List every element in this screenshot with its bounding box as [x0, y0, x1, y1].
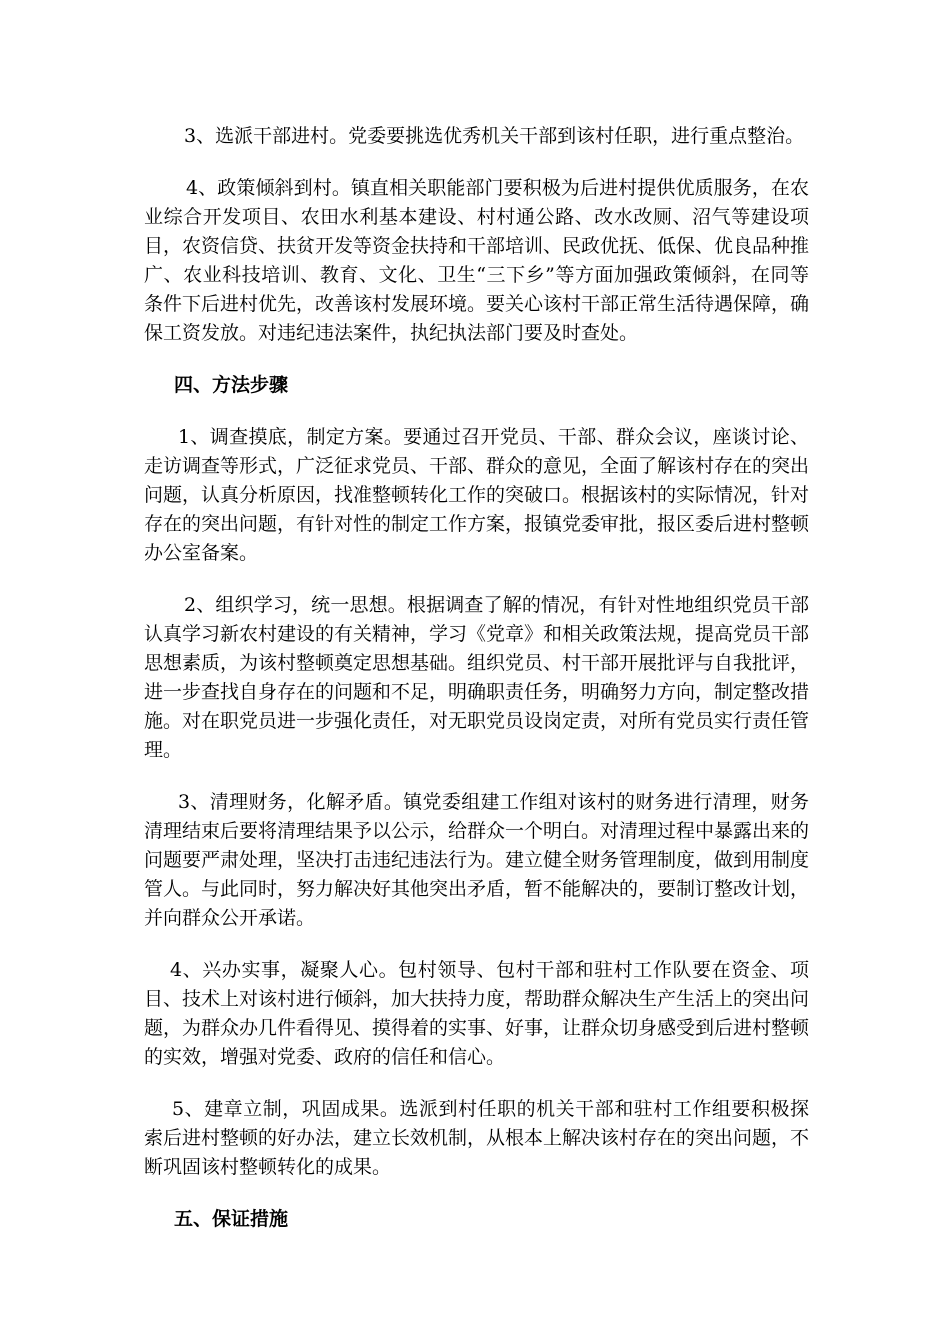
section-heading-methods: 四、方法步骤	[174, 374, 289, 396]
paragraph-organize-study: 2、组织学习，统一思想。根据调查了解的情况，有针对性地组织党员干部认真学习新农村建设的有关精神，学习《党章》和相关政策法规，提高党员干部思想素质，为该村整顿奠定思想基础。组织党员、村干部开展批评与自我批评，进一步查找自身存在的问题和不足，明确职责任务，明确努力方向，制定整改措施。对在职党员进一步强化责任，对无职党员设岗定责，对所有党员实行责任管理。	[144, 594, 810, 761]
paragraph-policy-tilt: 4、政策倾斜到村。镇直相关职能部门要积极为后进村提供优质服务，在农业综合开发项目、农田水利基本建设、村村通公路、改水改厕、沼气等建设项目，农资信贷、扶贫开发等资金扶持和干部培训、民政优抚、低保、优良品种推广、农业科技培训、教育、文化、卫生“三下乡”等方面加强政策倾斜，在同等条件下后进村优先，改善该村发展环境。要关心该村干部正常生活待遇保障，确保工资发放。对违纪违法案件，执纪执法部门要及时查处。	[144, 177, 810, 344]
section-heading-guarantee: 五、保证措施	[174, 1208, 289, 1230]
paragraph-investigate: 1、调查摸底，制定方案。要通过召开党员、干部、群众会议，座谈讨论、走访调查等形式，广泛征求党员、干部、群众的意见，全面了解该村存在的突出问题，认真分析原因，找准整顿转化工作的突破口。根据该村的实际情况，针对存在的突出问题，有针对性的制定工作方案，报镇党委审批，报区委后进村整顿办公室备案。	[144, 426, 810, 564]
paragraph-practical-affairs: 4、兴办实事，凝聚人心。包村领导、包村干部和驻村工作队要在资金、项目、技术上对该村进行倾斜，加大扶持力度，帮助群众解决生产生活上的突出问题，为群众办几件看得见、摸得着的实事、好事，让群众切身感受到后进村整顿的实效，增强对党委、政府的信任和信心。	[144, 959, 810, 1068]
paragraph-clear-finance: 3、清理财务，化解矛盾。镇党委组建工作组对该村的财务进行清理，财务清理结束后要将清理结果予以公示，给群众一个明白。对清理过程中暴露出来的问题要严肃处理，坚决打击违纪违法行为。建立健全财务管理制度，做到用制度管人。与此同时，努力解决好其他突出矛盾，暂不能解决的，要制订整改计划，并向群众公开承诺。	[144, 791, 810, 929]
document-body	[144, 122, 809, 1257]
paragraph-select-cadres: 3、选派干部进村。党委要挑选优秀机关干部到该村任职，进行重点整治。	[184, 125, 805, 147]
paragraph-build-rules: 5、建章立制，巩固成果。选派到村任职的机关干部和驻村工作组要积极探索后进村整顿的好办法，建立长效机制，从根本上解决该村存在的突出问题，不断巩固该村整顿转化的成果。	[144, 1098, 810, 1178]
